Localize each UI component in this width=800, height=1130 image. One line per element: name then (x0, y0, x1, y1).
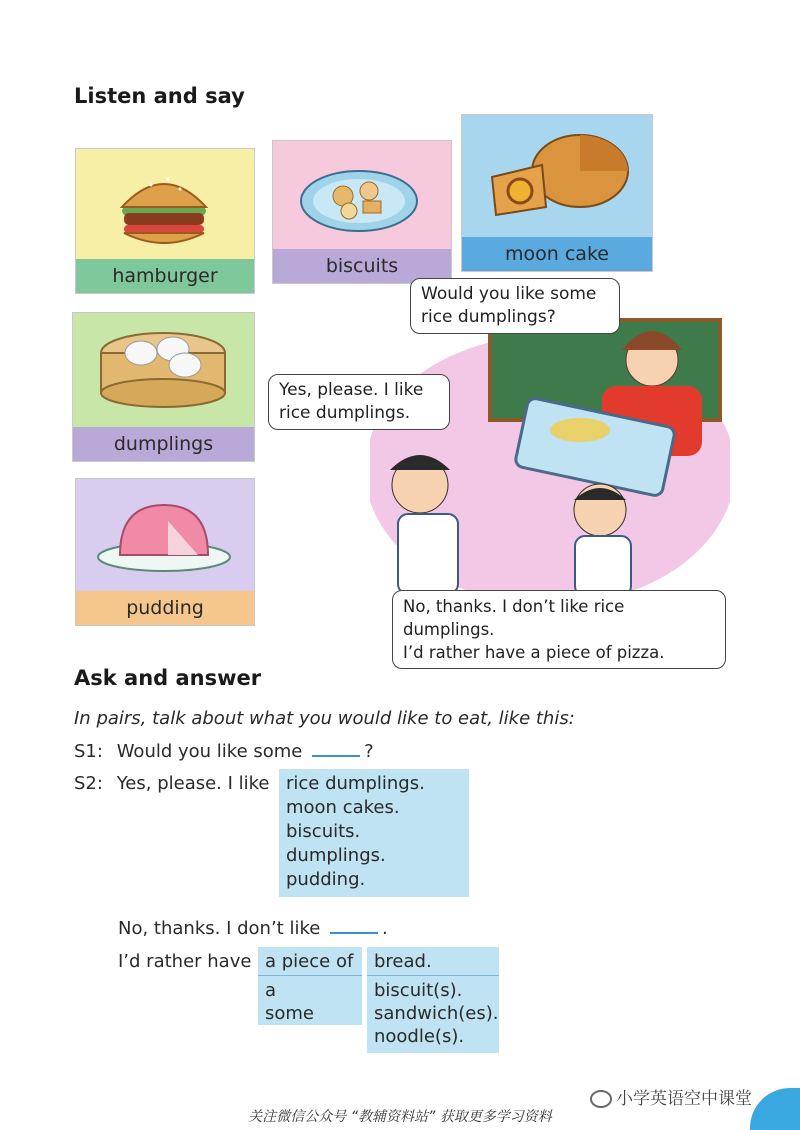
card-dumplings (72, 312, 255, 462)
speaker-label: S2: (74, 773, 103, 794)
card-label: pudding (76, 591, 254, 625)
card-label: dumplings (73, 427, 254, 461)
fill-blank (312, 755, 360, 757)
food-option: dumplings. (286, 845, 386, 866)
bubble-line: Yes, please. I like (279, 380, 424, 400)
biscuits-image (273, 141, 451, 249)
bubble-line: I’d rather have a piece of pizza. (403, 643, 665, 662)
s1-line (74, 741, 374, 762)
no-thanks-end: . (382, 918, 388, 939)
hamburger-image (76, 149, 254, 259)
dumplings-image (73, 313, 254, 427)
card-label: hamburger (76, 259, 254, 293)
card-label: biscuits (273, 249, 451, 283)
card-pudding (75, 478, 255, 626)
food-option: rice dumplings. (286, 773, 425, 794)
speech-bubble-girl (268, 374, 450, 430)
fill-blank (330, 932, 378, 934)
s1-end: ? (364, 741, 374, 762)
classroom-illustration (370, 300, 730, 600)
s2-text: Yes, please. I like (116, 773, 270, 794)
pudding-image (76, 479, 254, 591)
watermark-label: 小学英语空中课堂 (616, 1089, 752, 1109)
item-option: biscuit(s). (374, 980, 463, 1001)
food-option: biscuits. (286, 821, 361, 842)
item-option: sandwich(es). (374, 1003, 499, 1024)
item-option: bread. (374, 951, 432, 972)
food-option: moon cakes. (286, 797, 400, 818)
food-option: pudding. (286, 869, 366, 890)
bubble-line: rice dumplings? (421, 307, 556, 327)
card-hamburger (75, 148, 255, 294)
no-thanks-text: No, thanks. I don’t like (118, 918, 321, 939)
bubble-line: rice dumplings. (279, 403, 411, 423)
quantity-option: some (265, 1003, 314, 1024)
card-label: moon cake (462, 237, 652, 271)
s1-text: Would you like some (116, 741, 303, 762)
instruction-text: In pairs, talk about what you would like to eat, like this: (74, 708, 575, 729)
rather-text: I’d rather have (118, 951, 252, 972)
section-title-listen: Listen and say (74, 84, 245, 108)
speech-bubble-teacher (410, 278, 620, 334)
divider (367, 975, 499, 976)
speaker-label: S1: (74, 741, 103, 762)
no-thanks-line (118, 918, 388, 939)
bubble-line: Would you like some (421, 284, 597, 304)
divider (258, 975, 362, 976)
footer-note: 关注微信公众号 “教辅资料站” 获取更多学习资料 (248, 1109, 552, 1125)
s2-line (74, 773, 270, 794)
item-option: noodle(s). (374, 1026, 465, 1047)
card-biscuits (272, 140, 452, 284)
section-title-ask: Ask and answer (74, 666, 262, 690)
card-moon-cake (461, 114, 653, 272)
speech-bubble-boy (392, 590, 726, 669)
quantity-option: a piece of (265, 951, 354, 972)
bubble-line: No, thanks. I don’t like rice dumplings. (403, 597, 625, 639)
quantity-option: a (265, 980, 277, 1001)
moon-cake-image (462, 115, 652, 233)
